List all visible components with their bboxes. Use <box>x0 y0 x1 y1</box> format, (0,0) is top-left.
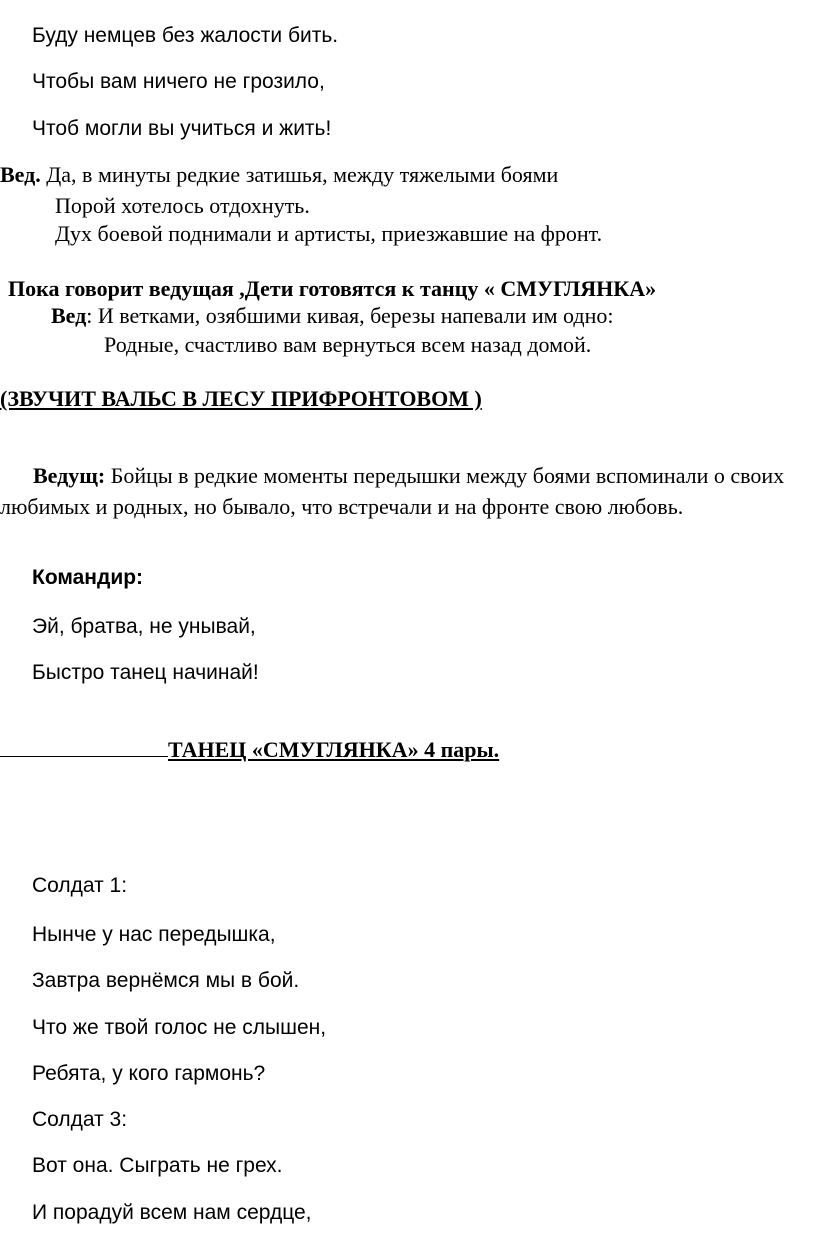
verse-line: Эй, братва, не унывай, <box>32 615 256 638</box>
dance-title: ТАНЕЦ «СМУГЛЯНКА» 4 пары. <box>168 737 500 762</box>
presenter-text: Бойцы в редкие моменты передышки между боями вспоминали о своих любимых и родных, но бывало, что встречали и на фронте свою любовь. <box>0 463 785 519</box>
verse-line: Завтра вернёмся мы в бой. <box>32 969 300 992</box>
speaker-soldier-1: Солдат 1: <box>32 874 128 897</box>
stage-direction-waltz: (ЗВУЧИТ ВАЛЬС В ЛЕСУ ПРИФРОНТОВОМ ) <box>0 386 482 411</box>
verse-line: Ребята, у кого гармонь? <box>32 1062 266 1085</box>
underline-blank <box>0 736 168 757</box>
speaker-label: Ведущ: <box>33 463 106 488</box>
verse-line: Нынче у нас передышка, <box>32 923 276 946</box>
presenter-text: : И ветками, озябшими кивая, березы напевали им одно: <box>86 303 614 328</box>
verse-line: И порадуй всем нам сердце, <box>32 1201 312 1224</box>
speaker-label: Вед. <box>0 162 41 187</box>
stage-direction-dance <box>0 736 499 763</box>
verse-line: Чтобы вам ничего не грозило, <box>32 70 325 93</box>
presenter-line <box>0 162 558 188</box>
verse-line: Вот она. Сыграть не грех. <box>32 1154 283 1177</box>
verse-line: Что же твой голос не слышен, <box>32 1016 327 1039</box>
presenter-line: Дух боевой поднимали и артисты, приезжавшие на фронт. <box>55 221 603 246</box>
presenter-line: Родные, счастливо вам вернуться всем назад домой. <box>104 332 592 357</box>
verse-line: Быстро танец начинай! <box>32 661 259 684</box>
speaker-commander: Командир: <box>32 566 144 589</box>
presenter-paragraph <box>0 460 810 522</box>
speaker-label: Вед <box>51 303 87 328</box>
verse-line: Буду немцев без жалости бить. <box>32 24 339 47</box>
verse-line: Чтоб могли вы учиться и жить! <box>32 117 332 140</box>
presenter-text: Да, в минуты редкие затишья, между тяжелыми боями <box>40 162 559 187</box>
presenter-line: Порой хотелось отдохнуть. <box>55 193 310 218</box>
speaker-soldier-3: Солдат 3: <box>32 1108 128 1131</box>
stage-direction: Пока говорит ведущая ,Дети готовятся к танцу « СМУГЛЯНКА» <box>8 276 657 301</box>
presenter-line <box>51 303 614 329</box>
